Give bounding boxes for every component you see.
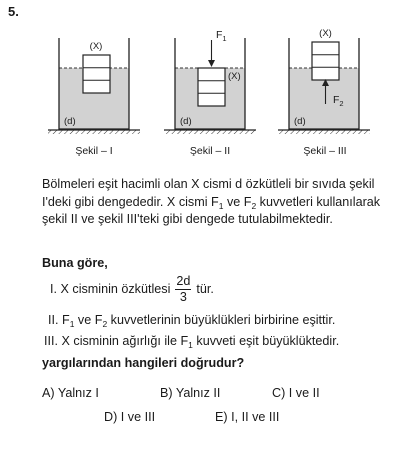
option-c[interactable]: C) I ve II	[272, 386, 320, 400]
object-label: (X)	[319, 28, 332, 39]
lead-text: Buna göre,	[42, 256, 108, 270]
object-label: (X)	[228, 71, 241, 82]
question-stem: Bölmeleri eşit hacimli olan X cismi d özkütleli bir sıvıda şekil I'deki gibi dengededir. X cismi $F_1$ ve $F_2$ kuvvetleri kullanılarak şekil II ve şekil III'teki gibi dengede tutulabilmektedir.	[42, 177, 381, 226]
figure-2	[164, 29, 256, 157]
figures	[0, 0, 404, 175]
option-b[interactable]: B) Yalnız II	[160, 386, 221, 400]
liquid-label: (d)	[294, 116, 306, 127]
figure-caption: Şekil – I	[75, 145, 113, 157]
x-object	[198, 68, 225, 106]
x-object	[312, 42, 339, 80]
question-number: 5.	[8, 4, 19, 19]
statement-2: II. $F_1$ ve $F_2$ kuvvetlerinin büyüklükleri birbirine eşittir.	[48, 313, 336, 329]
force-label: $F_1$	[216, 29, 227, 43]
figure-3	[278, 28, 370, 157]
figure-caption: Şekil – III	[303, 145, 347, 157]
hatched-floor	[48, 130, 140, 134]
figure-1	[48, 38, 140, 157]
force-label: $F_2$	[333, 94, 344, 108]
object-label: (X)	[89, 41, 103, 52]
statement-3: III. X cisminin ağırlığı ile $F_1$ kuvveti eşit büyüklüktedir.	[44, 334, 340, 350]
x-object	[83, 55, 110, 93]
option-d[interactable]: D) I ve III	[104, 410, 156, 424]
hatched-floor	[164, 130, 256, 134]
option-e[interactable]: E) I, II ve III	[215, 410, 280, 424]
hatched-floor	[278, 130, 370, 134]
statement-1: I. X cisminin özkütlesi $\frac{2d}{3}$ tür.	[50, 274, 214, 304]
fraction: $\frac{2d}{3}$	[176, 274, 191, 304]
figure-caption: Şekil – II	[189, 145, 231, 157]
option-a[interactable]: A) Yalnız I	[42, 386, 99, 400]
liquid-label: (d)	[180, 116, 192, 127]
prompt-text: yargılarından hangileri doğrudur?	[42, 356, 245, 370]
liquid-label: (d)	[64, 116, 76, 127]
force-arrow-down	[208, 40, 215, 67]
